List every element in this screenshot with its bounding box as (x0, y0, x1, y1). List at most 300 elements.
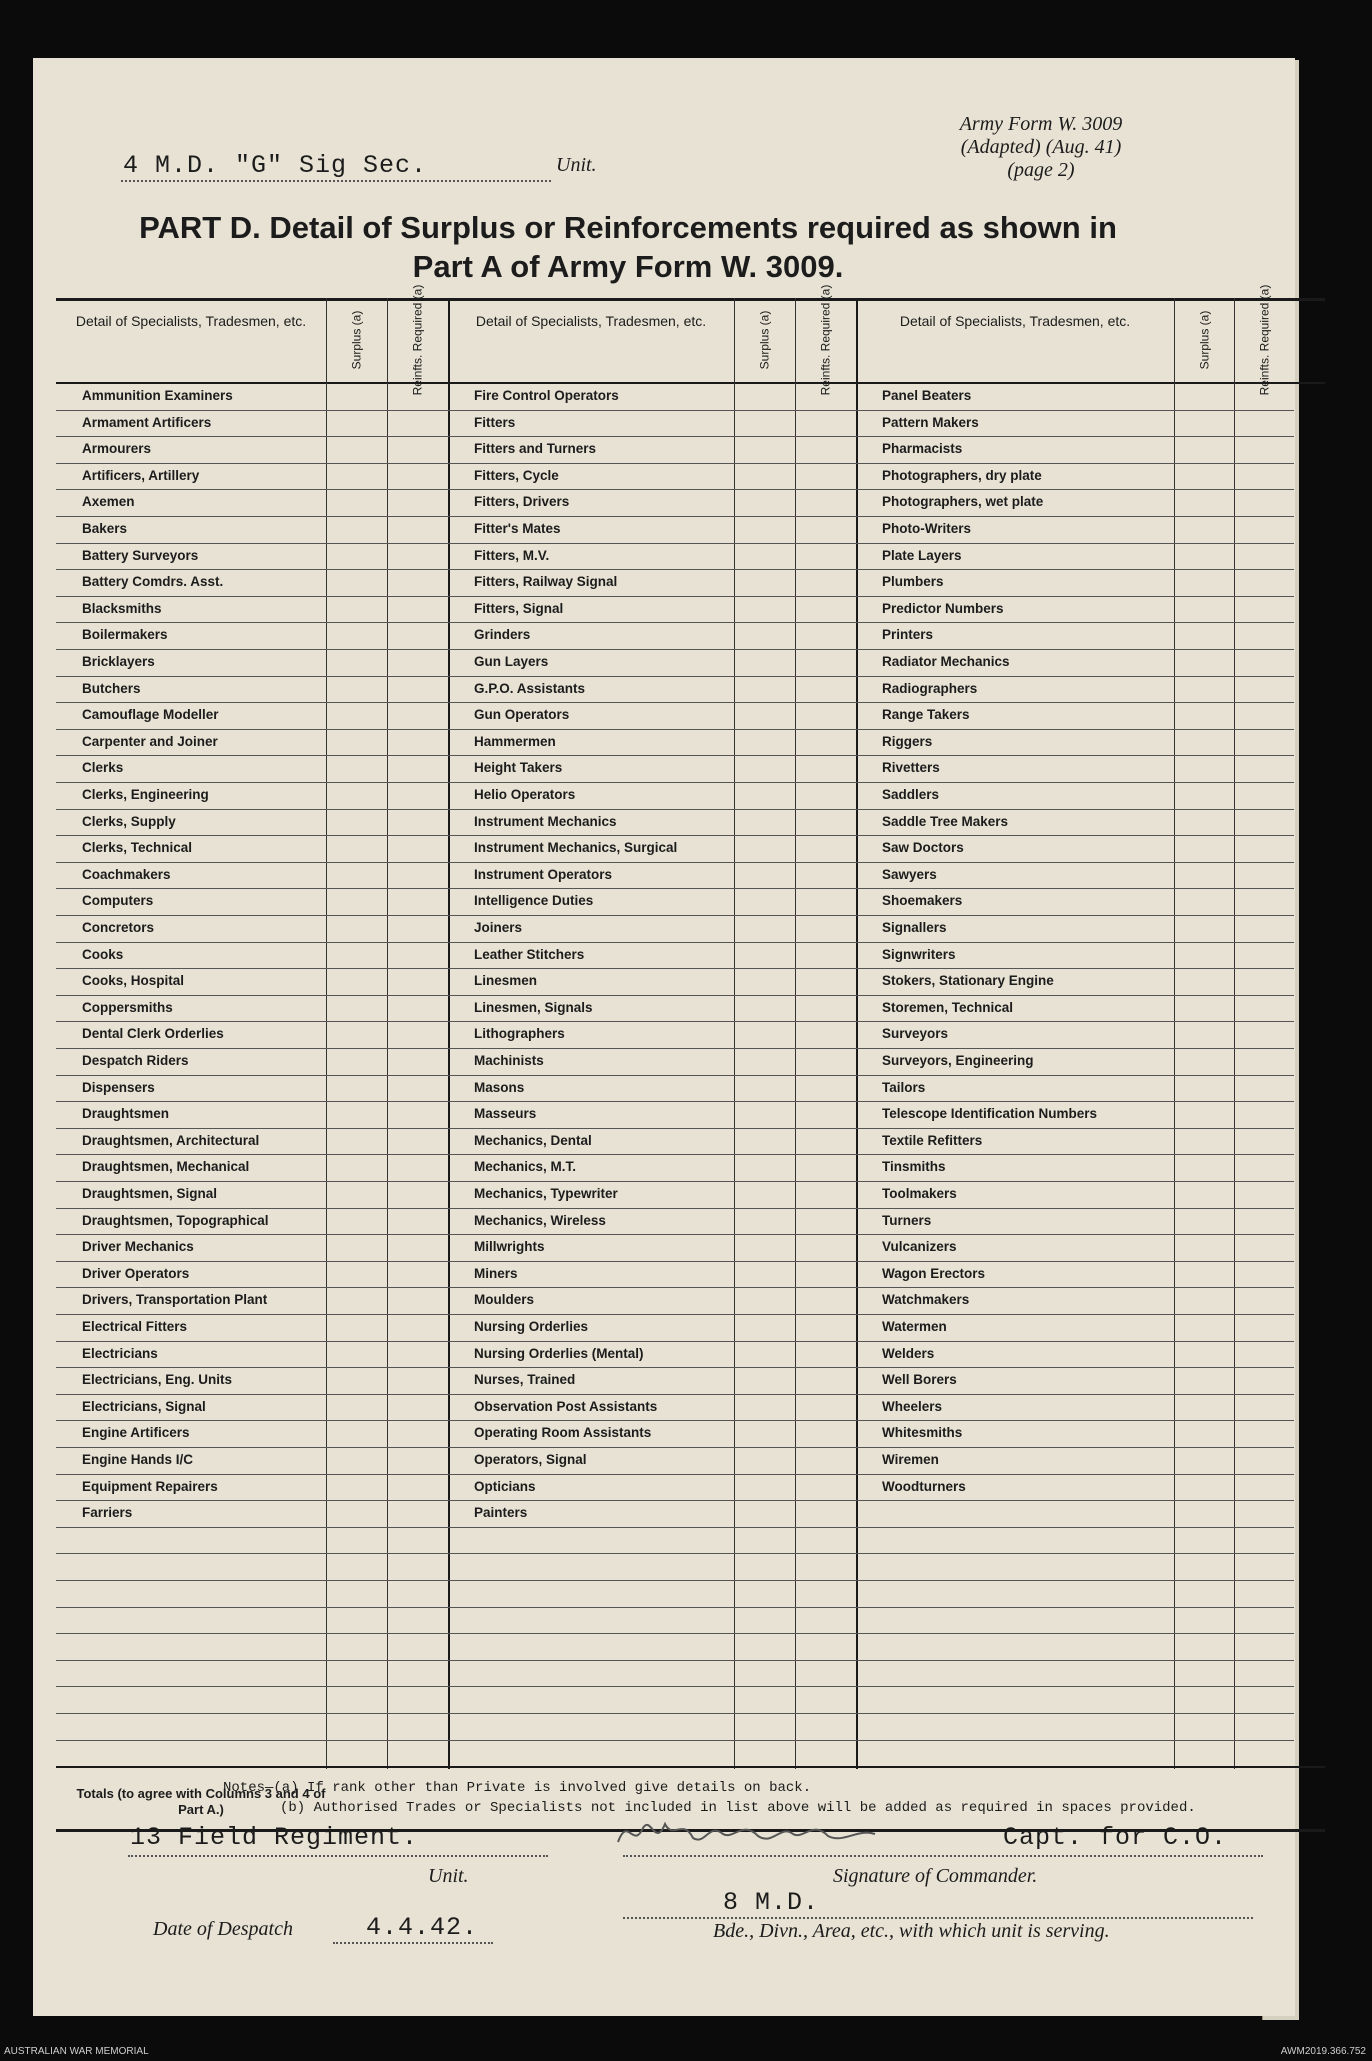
surplus-cell[interactable] (326, 570, 387, 597)
reinfts-cell[interactable] (387, 863, 448, 890)
reinfts-cell[interactable] (1234, 1049, 1294, 1076)
surplus-cell[interactable] (734, 1714, 795, 1741)
surplus-cell[interactable] (734, 1102, 795, 1129)
reinfts-cell[interactable] (795, 1475, 856, 1502)
reinfts-cell[interactable] (387, 623, 448, 650)
surplus-cell[interactable] (326, 1687, 387, 1714)
surplus-cell[interactable] (1174, 1102, 1234, 1129)
surplus-cell[interactable] (326, 384, 387, 411)
reinfts-cell[interactable] (795, 943, 856, 970)
surplus-cell[interactable] (1174, 916, 1234, 943)
surplus-cell[interactable] (734, 730, 795, 757)
surplus-cell[interactable] (734, 1315, 795, 1342)
surplus-cell[interactable] (734, 677, 795, 704)
surplus-cell[interactable] (1174, 1368, 1234, 1395)
surplus-cell[interactable] (1174, 544, 1234, 571)
surplus-cell[interactable] (1174, 863, 1234, 890)
surplus-cell[interactable] (734, 1022, 795, 1049)
reinfts-cell[interactable] (387, 544, 448, 571)
reinfts-cell[interactable] (795, 756, 856, 783)
surplus-cell[interactable] (734, 836, 795, 863)
reinfts-cell[interactable] (795, 544, 856, 571)
surplus-cell[interactable] (1174, 1049, 1234, 1076)
reinfts-cell[interactable] (795, 810, 856, 837)
reinfts-cell[interactable] (795, 570, 856, 597)
reinfts-cell[interactable] (387, 597, 448, 624)
surplus-cell[interactable] (734, 943, 795, 970)
reinfts-cell[interactable] (1234, 1315, 1294, 1342)
reinfts-cell[interactable] (795, 1022, 856, 1049)
surplus-cell[interactable] (734, 1421, 795, 1448)
surplus-cell[interactable] (326, 916, 387, 943)
reinfts-cell[interactable] (387, 1581, 448, 1608)
surplus-cell[interactable] (734, 1209, 795, 1236)
reinfts-cell[interactable] (795, 1501, 856, 1528)
reinfts-cell[interactable] (387, 1501, 448, 1528)
reinfts-cell[interactable] (1234, 889, 1294, 916)
reinfts-cell[interactable] (387, 1421, 448, 1448)
surplus-cell[interactable] (326, 597, 387, 624)
reinfts-cell[interactable] (387, 1315, 448, 1342)
reinfts-cell[interactable] (1234, 916, 1294, 943)
reinfts-cell[interactable] (795, 1049, 856, 1076)
reinfts-cell[interactable] (1234, 1661, 1294, 1688)
reinfts-cell[interactable] (1234, 1395, 1294, 1422)
reinfts-cell[interactable] (387, 1022, 448, 1049)
reinfts-cell[interactable] (387, 916, 448, 943)
reinfts-cell[interactable] (795, 889, 856, 916)
surplus-cell[interactable] (734, 490, 795, 517)
surplus-cell[interactable] (326, 1634, 387, 1661)
reinfts-cell[interactable] (795, 1342, 856, 1369)
reinfts-cell[interactable] (1234, 1475, 1294, 1502)
surplus-cell[interactable] (1174, 1475, 1234, 1502)
reinfts-cell[interactable] (387, 889, 448, 916)
surplus-cell[interactable] (326, 490, 387, 517)
reinfts-cell[interactable] (1234, 1714, 1294, 1741)
reinfts-cell[interactable] (1234, 1368, 1294, 1395)
surplus-cell[interactable] (326, 544, 387, 571)
surplus-cell[interactable] (1174, 969, 1234, 996)
surplus-cell[interactable] (734, 1049, 795, 1076)
surplus-cell[interactable] (326, 996, 387, 1023)
reinfts-cell[interactable] (387, 1342, 448, 1369)
surplus-cell[interactable] (326, 650, 387, 677)
reinfts-cell[interactable] (795, 437, 856, 464)
surplus-cell[interactable] (734, 1528, 795, 1555)
surplus-cell[interactable] (326, 889, 387, 916)
surplus-cell[interactable] (1174, 1155, 1234, 1182)
surplus-cell[interactable] (1174, 756, 1234, 783)
reinfts-cell[interactable] (795, 650, 856, 677)
surplus-cell[interactable] (326, 1022, 387, 1049)
surplus-cell[interactable] (734, 570, 795, 597)
reinfts-cell[interactable] (1234, 1235, 1294, 1262)
surplus-cell[interactable] (326, 464, 387, 491)
reinfts-cell[interactable] (795, 1288, 856, 1315)
surplus-cell[interactable] (734, 1076, 795, 1103)
reinfts-cell[interactable] (387, 384, 448, 411)
reinfts-cell[interactable] (795, 969, 856, 996)
reinfts-cell[interactable] (795, 863, 856, 890)
surplus-cell[interactable] (1174, 1634, 1234, 1661)
surplus-cell[interactable] (326, 1501, 387, 1528)
surplus-cell[interactable] (1174, 703, 1234, 730)
surplus-cell[interactable] (734, 1501, 795, 1528)
reinfts-cell[interactable] (387, 1129, 448, 1156)
surplus-cell[interactable] (1174, 783, 1234, 810)
reinfts-cell[interactable] (795, 1741, 856, 1768)
surplus-cell[interactable] (734, 597, 795, 624)
surplus-cell[interactable] (1174, 1235, 1234, 1262)
reinfts-cell[interactable] (387, 730, 448, 757)
reinfts-cell[interactable] (1234, 783, 1294, 810)
reinfts-cell[interactable] (387, 1395, 448, 1422)
surplus-cell[interactable] (734, 1475, 795, 1502)
surplus-cell[interactable] (326, 703, 387, 730)
reinfts-cell[interactable] (387, 1634, 448, 1661)
surplus-cell[interactable] (326, 1714, 387, 1741)
surplus-cell[interactable] (1174, 1288, 1234, 1315)
surplus-cell[interactable] (326, 1421, 387, 1448)
reinfts-cell[interactable] (387, 943, 448, 970)
surplus-cell[interactable] (1174, 570, 1234, 597)
surplus-cell[interactable] (734, 411, 795, 438)
reinfts-cell[interactable] (1234, 490, 1294, 517)
reinfts-cell[interactable] (795, 1581, 856, 1608)
reinfts-cell[interactable] (387, 703, 448, 730)
surplus-cell[interactable] (1174, 411, 1234, 438)
surplus-cell[interactable] (326, 411, 387, 438)
surplus-cell[interactable] (326, 836, 387, 863)
reinfts-cell[interactable] (1234, 1288, 1294, 1315)
surplus-cell[interactable] (326, 1102, 387, 1129)
reinfts-cell[interactable] (795, 1554, 856, 1581)
surplus-cell[interactable] (1174, 1528, 1234, 1555)
reinfts-cell[interactable] (387, 1528, 448, 1555)
surplus-cell[interactable] (734, 464, 795, 491)
reinfts-cell[interactable] (1234, 1741, 1294, 1768)
reinfts-cell[interactable] (387, 1661, 448, 1688)
surplus-cell[interactable] (1174, 1076, 1234, 1103)
reinfts-cell[interactable] (1234, 623, 1294, 650)
reinfts-cell[interactable] (795, 996, 856, 1023)
reinfts-cell[interactable] (1234, 1076, 1294, 1103)
surplus-cell[interactable] (1174, 810, 1234, 837)
surplus-cell[interactable] (326, 756, 387, 783)
reinfts-cell[interactable] (387, 1262, 448, 1289)
surplus-cell[interactable] (734, 1687, 795, 1714)
reinfts-cell[interactable] (795, 1448, 856, 1475)
surplus-cell[interactable] (1174, 1342, 1234, 1369)
surplus-cell[interactable] (1174, 836, 1234, 863)
surplus-cell[interactable] (326, 1129, 387, 1156)
surplus-cell[interactable] (326, 437, 387, 464)
reinfts-cell[interactable] (387, 1102, 448, 1129)
surplus-cell[interactable] (1174, 889, 1234, 916)
reinfts-cell[interactable] (387, 1182, 448, 1209)
reinfts-cell[interactable] (795, 1687, 856, 1714)
reinfts-cell[interactable] (795, 411, 856, 438)
reinfts-cell[interactable] (1234, 1129, 1294, 1156)
reinfts-cell[interactable] (795, 1661, 856, 1688)
surplus-cell[interactable] (326, 1608, 387, 1635)
surplus-cell[interactable] (734, 1741, 795, 1768)
reinfts-cell[interactable] (1234, 1209, 1294, 1236)
surplus-cell[interactable] (326, 1209, 387, 1236)
surplus-cell[interactable] (734, 650, 795, 677)
reinfts-cell[interactable] (387, 1687, 448, 1714)
surplus-cell[interactable] (734, 996, 795, 1023)
reinfts-cell[interactable] (795, 1182, 856, 1209)
surplus-cell[interactable] (1174, 1421, 1234, 1448)
reinfts-cell[interactable] (387, 1608, 448, 1635)
reinfts-cell[interactable] (387, 677, 448, 704)
reinfts-cell[interactable] (1234, 1687, 1294, 1714)
reinfts-cell[interactable] (1234, 1528, 1294, 1555)
surplus-cell[interactable] (326, 1076, 387, 1103)
surplus-cell[interactable] (1174, 1262, 1234, 1289)
surplus-cell[interactable] (326, 730, 387, 757)
surplus-cell[interactable] (326, 1342, 387, 1369)
reinfts-cell[interactable] (795, 597, 856, 624)
reinfts-cell[interactable] (795, 1395, 856, 1422)
surplus-cell[interactable] (326, 1448, 387, 1475)
reinfts-cell[interactable] (795, 623, 856, 650)
surplus-cell[interactable] (1174, 1714, 1234, 1741)
reinfts-cell[interactable] (387, 969, 448, 996)
reinfts-cell[interactable] (1234, 810, 1294, 837)
surplus-cell[interactable] (326, 810, 387, 837)
reinfts-cell[interactable] (795, 1262, 856, 1289)
surplus-cell[interactable] (734, 889, 795, 916)
surplus-cell[interactable] (326, 1661, 387, 1688)
reinfts-cell[interactable] (387, 1368, 448, 1395)
reinfts-cell[interactable] (1234, 411, 1294, 438)
reinfts-cell[interactable] (795, 1368, 856, 1395)
surplus-cell[interactable] (734, 623, 795, 650)
reinfts-cell[interactable] (1234, 1634, 1294, 1661)
reinfts-cell[interactable] (1234, 1581, 1294, 1608)
surplus-cell[interactable] (734, 1554, 795, 1581)
surplus-cell[interactable] (1174, 650, 1234, 677)
surplus-cell[interactable] (326, 1155, 387, 1182)
surplus-cell[interactable] (1174, 464, 1234, 491)
reinfts-cell[interactable] (387, 1741, 448, 1768)
surplus-cell[interactable] (734, 1395, 795, 1422)
reinfts-cell[interactable] (795, 1528, 856, 1555)
surplus-cell[interactable] (1174, 1554, 1234, 1581)
reinfts-cell[interactable] (387, 1209, 448, 1236)
surplus-cell[interactable] (734, 1661, 795, 1688)
surplus-cell[interactable] (326, 1581, 387, 1608)
surplus-cell[interactable] (734, 1182, 795, 1209)
reinfts-cell[interactable] (387, 1049, 448, 1076)
surplus-cell[interactable] (734, 783, 795, 810)
surplus-cell[interactable] (326, 1262, 387, 1289)
surplus-cell[interactable] (1174, 1661, 1234, 1688)
surplus-cell[interactable] (1174, 517, 1234, 544)
surplus-cell[interactable] (326, 1182, 387, 1209)
surplus-cell[interactable] (1174, 597, 1234, 624)
surplus-cell[interactable] (734, 703, 795, 730)
reinfts-cell[interactable] (387, 1288, 448, 1315)
surplus-cell[interactable] (734, 1129, 795, 1156)
surplus-cell[interactable] (326, 783, 387, 810)
reinfts-cell[interactable] (1234, 1448, 1294, 1475)
reinfts-cell[interactable] (1234, 943, 1294, 970)
reinfts-cell[interactable] (1234, 863, 1294, 890)
reinfts-cell[interactable] (795, 916, 856, 943)
reinfts-cell[interactable] (795, 1155, 856, 1182)
surplus-cell[interactable] (1174, 1501, 1234, 1528)
reinfts-cell[interactable] (795, 1129, 856, 1156)
reinfts-cell[interactable] (1234, 1155, 1294, 1182)
reinfts-cell[interactable] (1234, 570, 1294, 597)
reinfts-cell[interactable] (387, 1554, 448, 1581)
surplus-cell[interactable] (326, 1315, 387, 1342)
surplus-cell[interactable] (326, 863, 387, 890)
reinfts-cell[interactable] (1234, 544, 1294, 571)
reinfts-cell[interactable] (387, 437, 448, 464)
surplus-cell[interactable] (734, 437, 795, 464)
surplus-cell[interactable] (326, 1395, 387, 1422)
surplus-cell[interactable] (326, 517, 387, 544)
reinfts-cell[interactable] (387, 1235, 448, 1262)
surplus-cell[interactable] (326, 1741, 387, 1768)
reinfts-cell[interactable] (387, 810, 448, 837)
reinfts-cell[interactable] (387, 464, 448, 491)
surplus-cell[interactable] (734, 1342, 795, 1369)
reinfts-cell[interactable] (1234, 730, 1294, 757)
surplus-cell[interactable] (734, 756, 795, 783)
reinfts-cell[interactable] (387, 836, 448, 863)
surplus-cell[interactable] (1174, 384, 1234, 411)
surplus-cell[interactable] (1174, 1741, 1234, 1768)
reinfts-cell[interactable] (387, 1155, 448, 1182)
reinfts-cell[interactable] (387, 1714, 448, 1741)
surplus-cell[interactable] (1174, 1022, 1234, 1049)
reinfts-cell[interactable] (1234, 1182, 1294, 1209)
surplus-cell[interactable] (326, 623, 387, 650)
surplus-cell[interactable] (734, 544, 795, 571)
surplus-cell[interactable] (734, 1634, 795, 1661)
surplus-cell[interactable] (1174, 1608, 1234, 1635)
surplus-cell[interactable] (734, 1368, 795, 1395)
surplus-cell[interactable] (734, 384, 795, 411)
reinfts-cell[interactable] (1234, 996, 1294, 1023)
surplus-cell[interactable] (326, 1049, 387, 1076)
reinfts-cell[interactable] (1234, 969, 1294, 996)
reinfts-cell[interactable] (795, 1608, 856, 1635)
reinfts-cell[interactable] (387, 756, 448, 783)
reinfts-cell[interactable] (387, 1475, 448, 1502)
reinfts-cell[interactable] (1234, 464, 1294, 491)
surplus-cell[interactable] (326, 1235, 387, 1262)
surplus-cell[interactable] (1174, 996, 1234, 1023)
surplus-cell[interactable] (734, 1448, 795, 1475)
surplus-cell[interactable] (734, 1608, 795, 1635)
surplus-cell[interactable] (1174, 1315, 1234, 1342)
reinfts-cell[interactable] (1234, 437, 1294, 464)
surplus-cell[interactable] (734, 916, 795, 943)
reinfts-cell[interactable] (1234, 517, 1294, 544)
reinfts-cell[interactable] (1234, 1421, 1294, 1448)
reinfts-cell[interactable] (1234, 836, 1294, 863)
reinfts-cell[interactable] (1234, 1501, 1294, 1528)
reinfts-cell[interactable] (1234, 384, 1294, 411)
surplus-cell[interactable] (734, 1262, 795, 1289)
surplus-cell[interactable] (1174, 623, 1234, 650)
reinfts-cell[interactable] (1234, 703, 1294, 730)
surplus-cell[interactable] (326, 1554, 387, 1581)
surplus-cell[interactable] (1174, 1581, 1234, 1608)
surplus-cell[interactable] (734, 1155, 795, 1182)
reinfts-cell[interactable] (1234, 677, 1294, 704)
surplus-cell[interactable] (1174, 677, 1234, 704)
surplus-cell[interactable] (1174, 1687, 1234, 1714)
reinfts-cell[interactable] (795, 1634, 856, 1661)
reinfts-cell[interactable] (387, 783, 448, 810)
reinfts-cell[interactable] (795, 836, 856, 863)
surplus-cell[interactable] (326, 677, 387, 704)
surplus-cell[interactable] (1174, 490, 1234, 517)
surplus-cell[interactable] (734, 863, 795, 890)
reinfts-cell[interactable] (795, 703, 856, 730)
reinfts-cell[interactable] (387, 996, 448, 1023)
reinfts-cell[interactable] (795, 517, 856, 544)
surplus-cell[interactable] (1174, 943, 1234, 970)
surplus-cell[interactable] (1174, 1182, 1234, 1209)
reinfts-cell[interactable] (387, 411, 448, 438)
reinfts-cell[interactable] (1234, 1262, 1294, 1289)
reinfts-cell[interactable] (387, 1076, 448, 1103)
reinfts-cell[interactable] (387, 1448, 448, 1475)
surplus-cell[interactable] (734, 1581, 795, 1608)
reinfts-cell[interactable] (795, 1421, 856, 1448)
reinfts-cell[interactable] (795, 783, 856, 810)
surplus-cell[interactable] (734, 810, 795, 837)
surplus-cell[interactable] (326, 943, 387, 970)
surplus-cell[interactable] (734, 1288, 795, 1315)
reinfts-cell[interactable] (795, 1235, 856, 1262)
surplus-cell[interactable] (1174, 1209, 1234, 1236)
reinfts-cell[interactable] (1234, 597, 1294, 624)
reinfts-cell[interactable] (387, 570, 448, 597)
surplus-cell[interactable] (734, 517, 795, 544)
reinfts-cell[interactable] (1234, 1608, 1294, 1635)
reinfts-cell[interactable] (795, 1076, 856, 1103)
reinfts-cell[interactable] (795, 490, 856, 517)
surplus-cell[interactable] (326, 1528, 387, 1555)
reinfts-cell[interactable] (1234, 650, 1294, 677)
reinfts-cell[interactable] (1234, 1022, 1294, 1049)
surplus-cell[interactable] (1174, 1448, 1234, 1475)
reinfts-cell[interactable] (1234, 1342, 1294, 1369)
reinfts-cell[interactable] (1234, 756, 1294, 783)
surplus-cell[interactable] (1174, 1129, 1234, 1156)
surplus-cell[interactable] (734, 1235, 795, 1262)
reinfts-cell[interactable] (795, 677, 856, 704)
reinfts-cell[interactable] (387, 517, 448, 544)
reinfts-cell[interactable] (795, 464, 856, 491)
surplus-cell[interactable] (326, 969, 387, 996)
reinfts-cell[interactable] (1234, 1554, 1294, 1581)
reinfts-cell[interactable] (795, 384, 856, 411)
reinfts-cell[interactable] (1234, 1102, 1294, 1129)
surplus-cell[interactable] (1174, 730, 1234, 757)
surplus-cell[interactable] (1174, 1395, 1234, 1422)
